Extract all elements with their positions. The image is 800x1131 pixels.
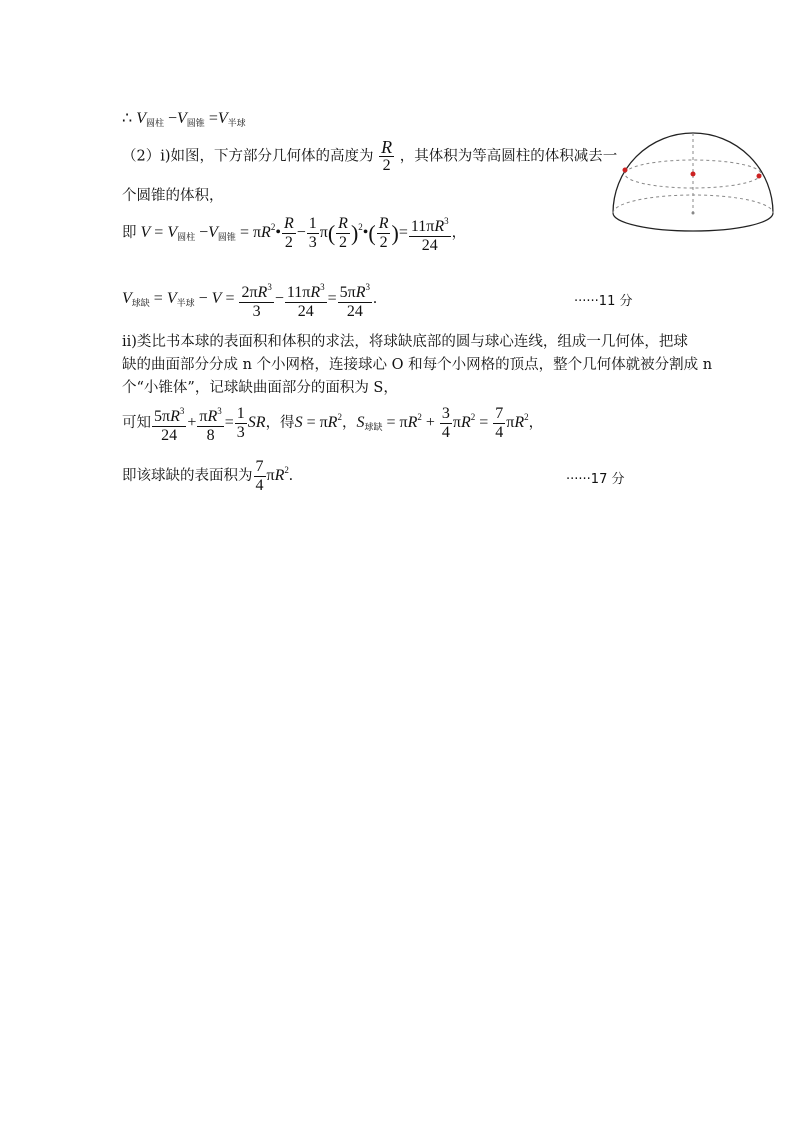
line-final-answer: 即该球缺的表面积为 $\frac{7}{4}$ $\pi R^2$. [122,458,293,494]
fraction-r-over-2: $\frac{R}{2}$ [381,137,393,174]
point-center [691,172,696,177]
point-base-center [692,212,695,215]
line-cone-volume: 个圆锥的体积， [122,188,224,204]
score-11: ······11 分 [574,294,633,309]
base-ellipse-back [613,195,773,213]
line-therefore: ∴ $V_{圆柱} -V_{圆锥} =V_{半球}$ [122,110,246,129]
point-right [757,174,762,179]
line-volume-formula: 即 $V = V_{圆柱} -V_{圆锥}$ = $\pi R^2•$ $\frac{R}{2}$ − $\frac{1}{3}$ π( $\frac{R}{2}$ )$^2$•( $\frac{R}{2}$ )= $\frac{11\pi R^3}{24}$ ， [122,212,466,255]
score-17: ······17 分 [566,472,625,487]
line-grid-description: 缺的曲面部分分成 n 个小网格，连接球心 O 和每个小网格的顶点，整个几何体就被分割成 n [122,357,713,373]
line-cap-volume: $V_{球缺} = V_{半球} - V$ = $\frac{2\pi R^3}{3}$ − $\frac{11\pi R^3}{24}$ = $\frac{5\pi R^3}{24}$ . [122,278,377,321]
line-surface-equation: 可知 $\frac{5\pi R^3}{24}$ + $\frac{\pi R^3}{8}$ = $\frac{1}{3}$ SR，得$S = \pi R^2$，$S_{球缺} = \pi R^2$ + $\frac{3}{4}$ $\pi R^2$ = $\frac{7}{4}$ $\pi R^2$， [122,402,543,445]
line-part2-intro: （2）i)如图，下方部分几何体的高度为 $\frac{R}{2}$ ，其体积为等高圆柱的体积减去一 [122,137,618,174]
line-small-cones: 个“小锥体”，记球缺曲面部分的面积为 S， [122,380,398,396]
line-part2-ii: ii)类比书本球的表面积和体积的求法，将球缺底部的圆与球心连线，组成一几何体，把球 [122,334,688,350]
point-left [623,168,628,173]
hemisphere-figure [608,128,778,238]
base-ellipse-front [613,213,773,231]
